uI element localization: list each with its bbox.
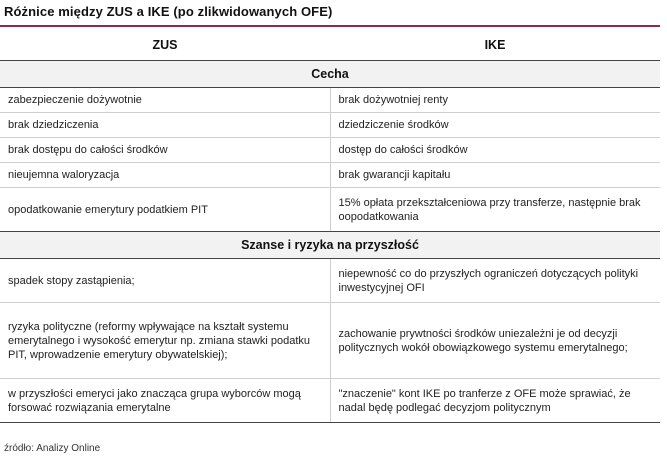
table-row [0, 379, 660, 423]
table-row [0, 88, 660, 113]
section-title: Cecha [0, 61, 660, 88]
cell-ike: dostęp do całości środków [330, 138, 660, 163]
section-header-szanse-i-ryzyka [0, 232, 660, 259]
table-header-row [0, 30, 660, 61]
table-row [0, 163, 660, 188]
page-title: Różnice między ZUS a IKE (po zlikwidowanych OFE) [4, 4, 333, 19]
cell-zus: opodatkowanie emerytury podatkiem PIT [0, 188, 330, 232]
cell-ike: brak gwarancji kapitału [330, 163, 660, 188]
table-row [0, 303, 660, 379]
cell-ike: zachowanie prywtności środków uniezależni je od decyzji politycznych wokół obowiązkowego systemu emerytalnego; [330, 303, 660, 379]
section-header-cecha [0, 61, 660, 88]
cell-zus: zabezpieczenie dożywotnie [0, 88, 330, 113]
cell-zus: ryzyka polityczne (reformy wpływające na kształt systemu emerytalnego i wysokość emerytur np. zmiana stawki podatku PIT, wprowadzenie emerytury obywatelskiej); [0, 303, 330, 379]
cell-ike: niepewność co do przyszłych ograniczeń dotyczących polityki inwestycyjnej OFI [330, 259, 660, 303]
table-row [0, 113, 660, 138]
cell-ike: dziedziczenie środków [330, 113, 660, 138]
column-header-ike: IKE [330, 30, 660, 61]
table-row [0, 188, 660, 232]
cell-zus: spadek stopy zastąpienia; [0, 259, 330, 303]
cell-ike: brak dożywotniej renty [330, 88, 660, 113]
cell-ike: "znaczenie" kont IKE po tranferze z OFE może sprawiać, że nadal będę podlegać decyzjom politycznym [330, 379, 660, 423]
source-note: źródło: Analizy Online [4, 443, 101, 454]
comparison-table [0, 30, 660, 423]
cell-zus: brak dostępu do całości środków [0, 138, 330, 163]
table-row [0, 259, 660, 303]
cell-zus: w przyszłości emeryci jako znacząca grupa wyborców mogą forsować rozwiązania emerytalne [0, 379, 330, 423]
title-underline [0, 25, 660, 27]
cell-zus: brak dziedziczenia [0, 113, 330, 138]
column-header-zus: ZUS [0, 30, 330, 61]
cell-zus: nieujemna waloryzacja [0, 163, 330, 188]
table-row [0, 138, 660, 163]
section-title: Szanse i ryzyka na przyszłość [0, 232, 660, 259]
cell-ike: 15% opłata przekształceniowa przy transferze, następnie brak oopodatkowania [330, 188, 660, 232]
